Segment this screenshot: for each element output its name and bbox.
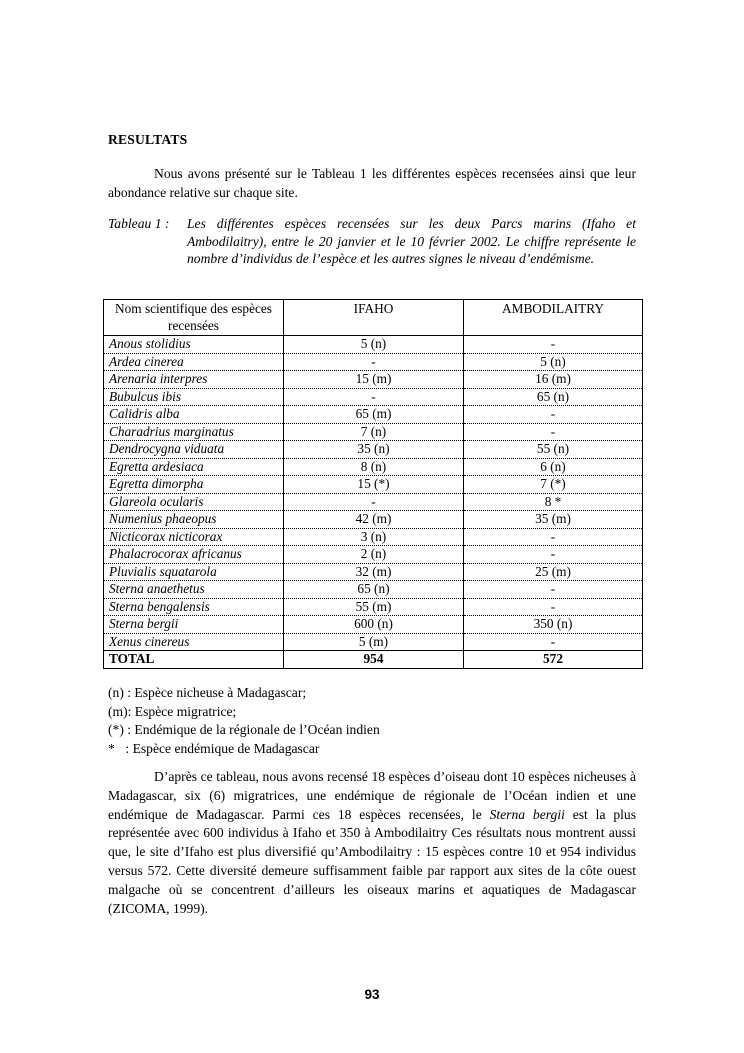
ambodilaitry-cell: - [464, 633, 643, 651]
header-ifaho: IFAHO [284, 300, 464, 336]
paragraph-species: Sterna bergii [489, 806, 565, 822]
table-row [104, 388, 643, 406]
page-number: 93 [364, 987, 380, 1002]
table-row [104, 476, 643, 494]
ifaho-cell: 65 (m) [284, 406, 464, 424]
species-cell: Ardea cinerea [104, 353, 284, 371]
species-cell: Arenaria interpres [104, 371, 284, 389]
ambodilaitry-cell: - [464, 336, 643, 354]
ifaho-cell: 42 (m) [284, 511, 464, 529]
table-row [104, 633, 643, 651]
ambodilaitry-cell: 16 (m) [464, 371, 643, 389]
species-cell: Phalacrocorax africanus [104, 546, 284, 564]
species-table [103, 299, 643, 669]
total-ambodilaitry: 572 [464, 651, 643, 669]
intro-paragraph [108, 164, 636, 202]
ambodilaitry-cell: 6 (n) [464, 458, 643, 476]
table-row [104, 528, 643, 546]
caption-text: Les différentes espèces recensées sur les deux Parcs marins (Ifaho et Ambodilaitry), entre le 20 janvier et le 10 février 2002. Le chiffre représente le nombre d’individus de l’espèce et les autres signes le niveau d’endémisme. [187, 216, 636, 267]
ifaho-cell: 8 (n) [284, 458, 464, 476]
ifaho-cell: 7 (n) [284, 423, 464, 441]
species-cell: Anous stolidius [104, 336, 284, 354]
table-row [104, 563, 643, 581]
legend-star-text: : Espèce endémique de Madagascar [125, 740, 320, 756]
species-cell: Sterna anaethetus [104, 581, 284, 599]
ambodilaitry-cell: - [464, 581, 643, 599]
species-cell: Nicticorax nicticorax [104, 528, 284, 546]
ifaho-cell: 5 (m) [284, 633, 464, 651]
legend-item: (*) : Endémique de la régionale de l’Océan indien [108, 722, 380, 738]
species-cell: Glareola ocularis [104, 493, 284, 511]
ifaho-cell: 600 (n) [284, 616, 464, 634]
table-row [104, 423, 643, 441]
total-ifaho: 954 [284, 651, 464, 669]
ifaho-cell: 32 (m) [284, 563, 464, 581]
ifaho-cell: 65 (n) [284, 581, 464, 599]
table-row [104, 441, 643, 459]
ambodilaitry-cell: - [464, 423, 643, 441]
table-total-row [104, 651, 643, 669]
table-row [104, 546, 643, 564]
legend-item: (m): Espèce migratrice; [108, 703, 237, 719]
paragraph-before: D’après ce tableau, nous avons recensé 18 espèces d’oiseau dont 10 espèces nicheuses à Madagascar, six (6) migratrices, une endémique de régionale de l’Océan indien et une endémique de Madagascar. Parmi ces 18 espèces recensées, le [108, 769, 636, 822]
ifaho-cell: - [284, 493, 464, 511]
ambodilaitry-cell: 65 (n) [464, 388, 643, 406]
ifaho-cell: - [284, 353, 464, 371]
ambodilaitry-cell: 8 * [464, 493, 643, 511]
species-cell: Charadrius marginatus [104, 423, 284, 441]
ifaho-cell: - [284, 388, 464, 406]
ambodilaitry-cell: 55 (n) [464, 441, 643, 459]
discussion-paragraph [108, 768, 636, 918]
species-cell: Egretta dimorpha [104, 476, 284, 494]
caption-label: Tableau 1 : [108, 216, 170, 231]
table-row [104, 511, 643, 529]
species-cell: Numenius phaeopus [104, 511, 284, 529]
section-heading: RESULTATS [108, 132, 188, 147]
species-cell: Egretta ardesiaca [104, 458, 284, 476]
ambodilaitry-cell: 35 (m) [464, 511, 643, 529]
table-row [104, 581, 643, 599]
table-header-row [104, 300, 643, 336]
table-row [104, 353, 643, 371]
table-row [104, 493, 643, 511]
ifaho-cell: 35 (n) [284, 441, 464, 459]
ifaho-cell: 5 (n) [284, 336, 464, 354]
ambodilaitry-cell: 25 (m) [464, 563, 643, 581]
species-cell: Sterna bengalensis [104, 598, 284, 616]
header-ambodilaitry: AMBODILAITRY [464, 300, 643, 336]
paragraph-after: est la plus représentée avec 600 individus à Ifaho et 350 à Ambodilaitry Ces résultats nous montrent aussi que, le site d’Ifaho est plus diversifié qu’Ambodilaitry : 15 espèces contre 10 et 954 individus versus 572. Cette diversité demeure suffisamment faible par rapport aux sites de la côte ouest malgache où se concentrent d’ailleurs les oiseaux marins et aquatiques de Madagascar (ZICOMA, 1999). [108, 806, 636, 916]
header-species: Nom scientifique des espèces recensées [104, 300, 284, 336]
ambodilaitry-cell: - [464, 406, 643, 424]
ambodilaitry-cell: - [464, 528, 643, 546]
table-row [104, 616, 643, 634]
legend-item [108, 740, 380, 759]
ifaho-cell: 3 (n) [284, 528, 464, 546]
ifaho-cell: 15 (*) [284, 476, 464, 494]
ambodilaitry-cell: - [464, 546, 643, 564]
ambodilaitry-cell: 5 (n) [464, 353, 643, 371]
legend [108, 684, 380, 758]
species-cell: Bubulcus ibis [104, 388, 284, 406]
species-cell: Calidris alba [104, 406, 284, 424]
table-row [104, 598, 643, 616]
table-row [104, 458, 643, 476]
species-cell: Sterna bergii [104, 616, 284, 634]
intro-text: Nous avons présenté sur le Tableau 1 les différentes espèces recensées ainsi que leur abondance relative sur chaque site. [108, 166, 636, 200]
table-row [104, 336, 643, 354]
table-caption [108, 215, 636, 268]
total-label: TOTAL [104, 651, 284, 669]
ambodilaitry-cell: 7 (*) [464, 476, 643, 494]
species-cell: Pluvialis squatarola [104, 563, 284, 581]
ambodilaitry-cell: 350 (n) [464, 616, 643, 634]
ifaho-cell: 2 (n) [284, 546, 464, 564]
species-cell: Dendrocygna viduata [104, 441, 284, 459]
legend-item: (n) : Espèce nicheuse à Madagascar; [108, 685, 307, 700]
legend-star: * [108, 740, 115, 756]
table-row [104, 406, 643, 424]
ambodilaitry-cell: - [464, 598, 643, 616]
table-body [104, 336, 643, 669]
species-cell: Xenus cinereus [104, 633, 284, 651]
ifaho-cell: 15 (m) [284, 371, 464, 389]
ifaho-cell: 55 (m) [284, 598, 464, 616]
table-row [104, 371, 643, 389]
